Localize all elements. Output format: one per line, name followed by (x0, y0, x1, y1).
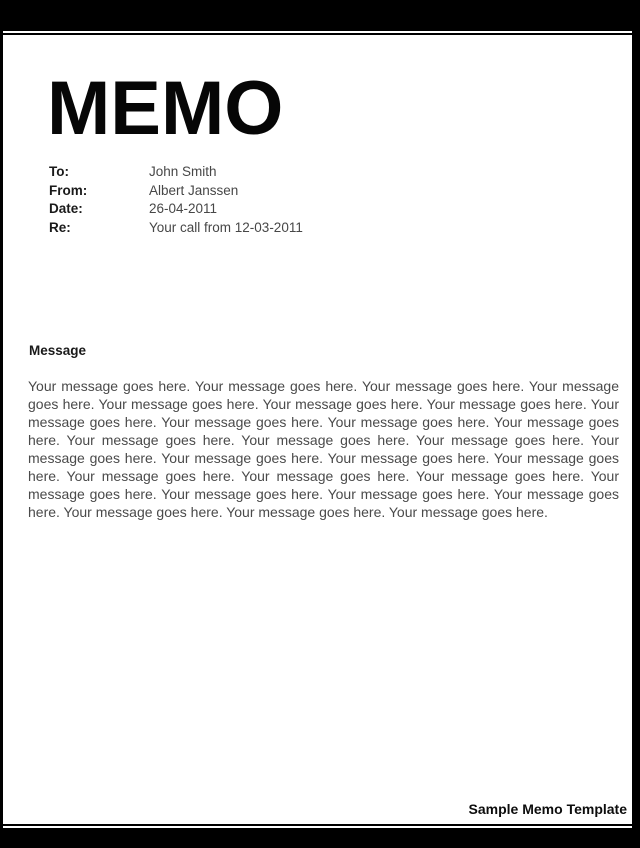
field-row-date (49, 200, 303, 219)
bottom-border-line (3, 824, 632, 826)
field-value-date: 26-04-2011 (149, 201, 218, 216)
field-row-to (49, 163, 303, 182)
field-row-re (49, 219, 303, 238)
message-body: Your message goes here. Your message goes here. Your message goes here. Your message goes here. Your message goes here. Your message goes here. Your message goes here. Your message goes here. Your message goes here. Your message goes here. Your message goes here. Your message goes here. Your message goes here. Your message goes here. Your message goes here. Your message goes here. Your message goes here. Your message goes here. Your message goes here. Your message goes here. Your message goes here. Your message goes here. Your message goes here. Your message goes here. Your message goes here. Your message goes here. Your message goes here. Your message goes here. (28, 378, 619, 520)
field-label-date: Date: (49, 201, 83, 216)
top-border-line (3, 33, 632, 35)
memo-title: MEMO (47, 66, 284, 151)
footer-label: Sample Memo Template (468, 801, 627, 817)
memo-header-fields (49, 163, 303, 237)
field-row-from (49, 182, 303, 201)
message-heading: Message (29, 343, 87, 358)
memo-page (3, 31, 632, 828)
field-label-from: From: (49, 182, 88, 198)
field-label-re: Re: (49, 219, 71, 235)
field-value-from: Albert Janssen (149, 182, 239, 198)
field-label-to: To: (49, 164, 69, 179)
field-value-re: Your call from 12-03-2011 (149, 219, 303, 235)
field-value-to: John Smith (149, 164, 217, 179)
